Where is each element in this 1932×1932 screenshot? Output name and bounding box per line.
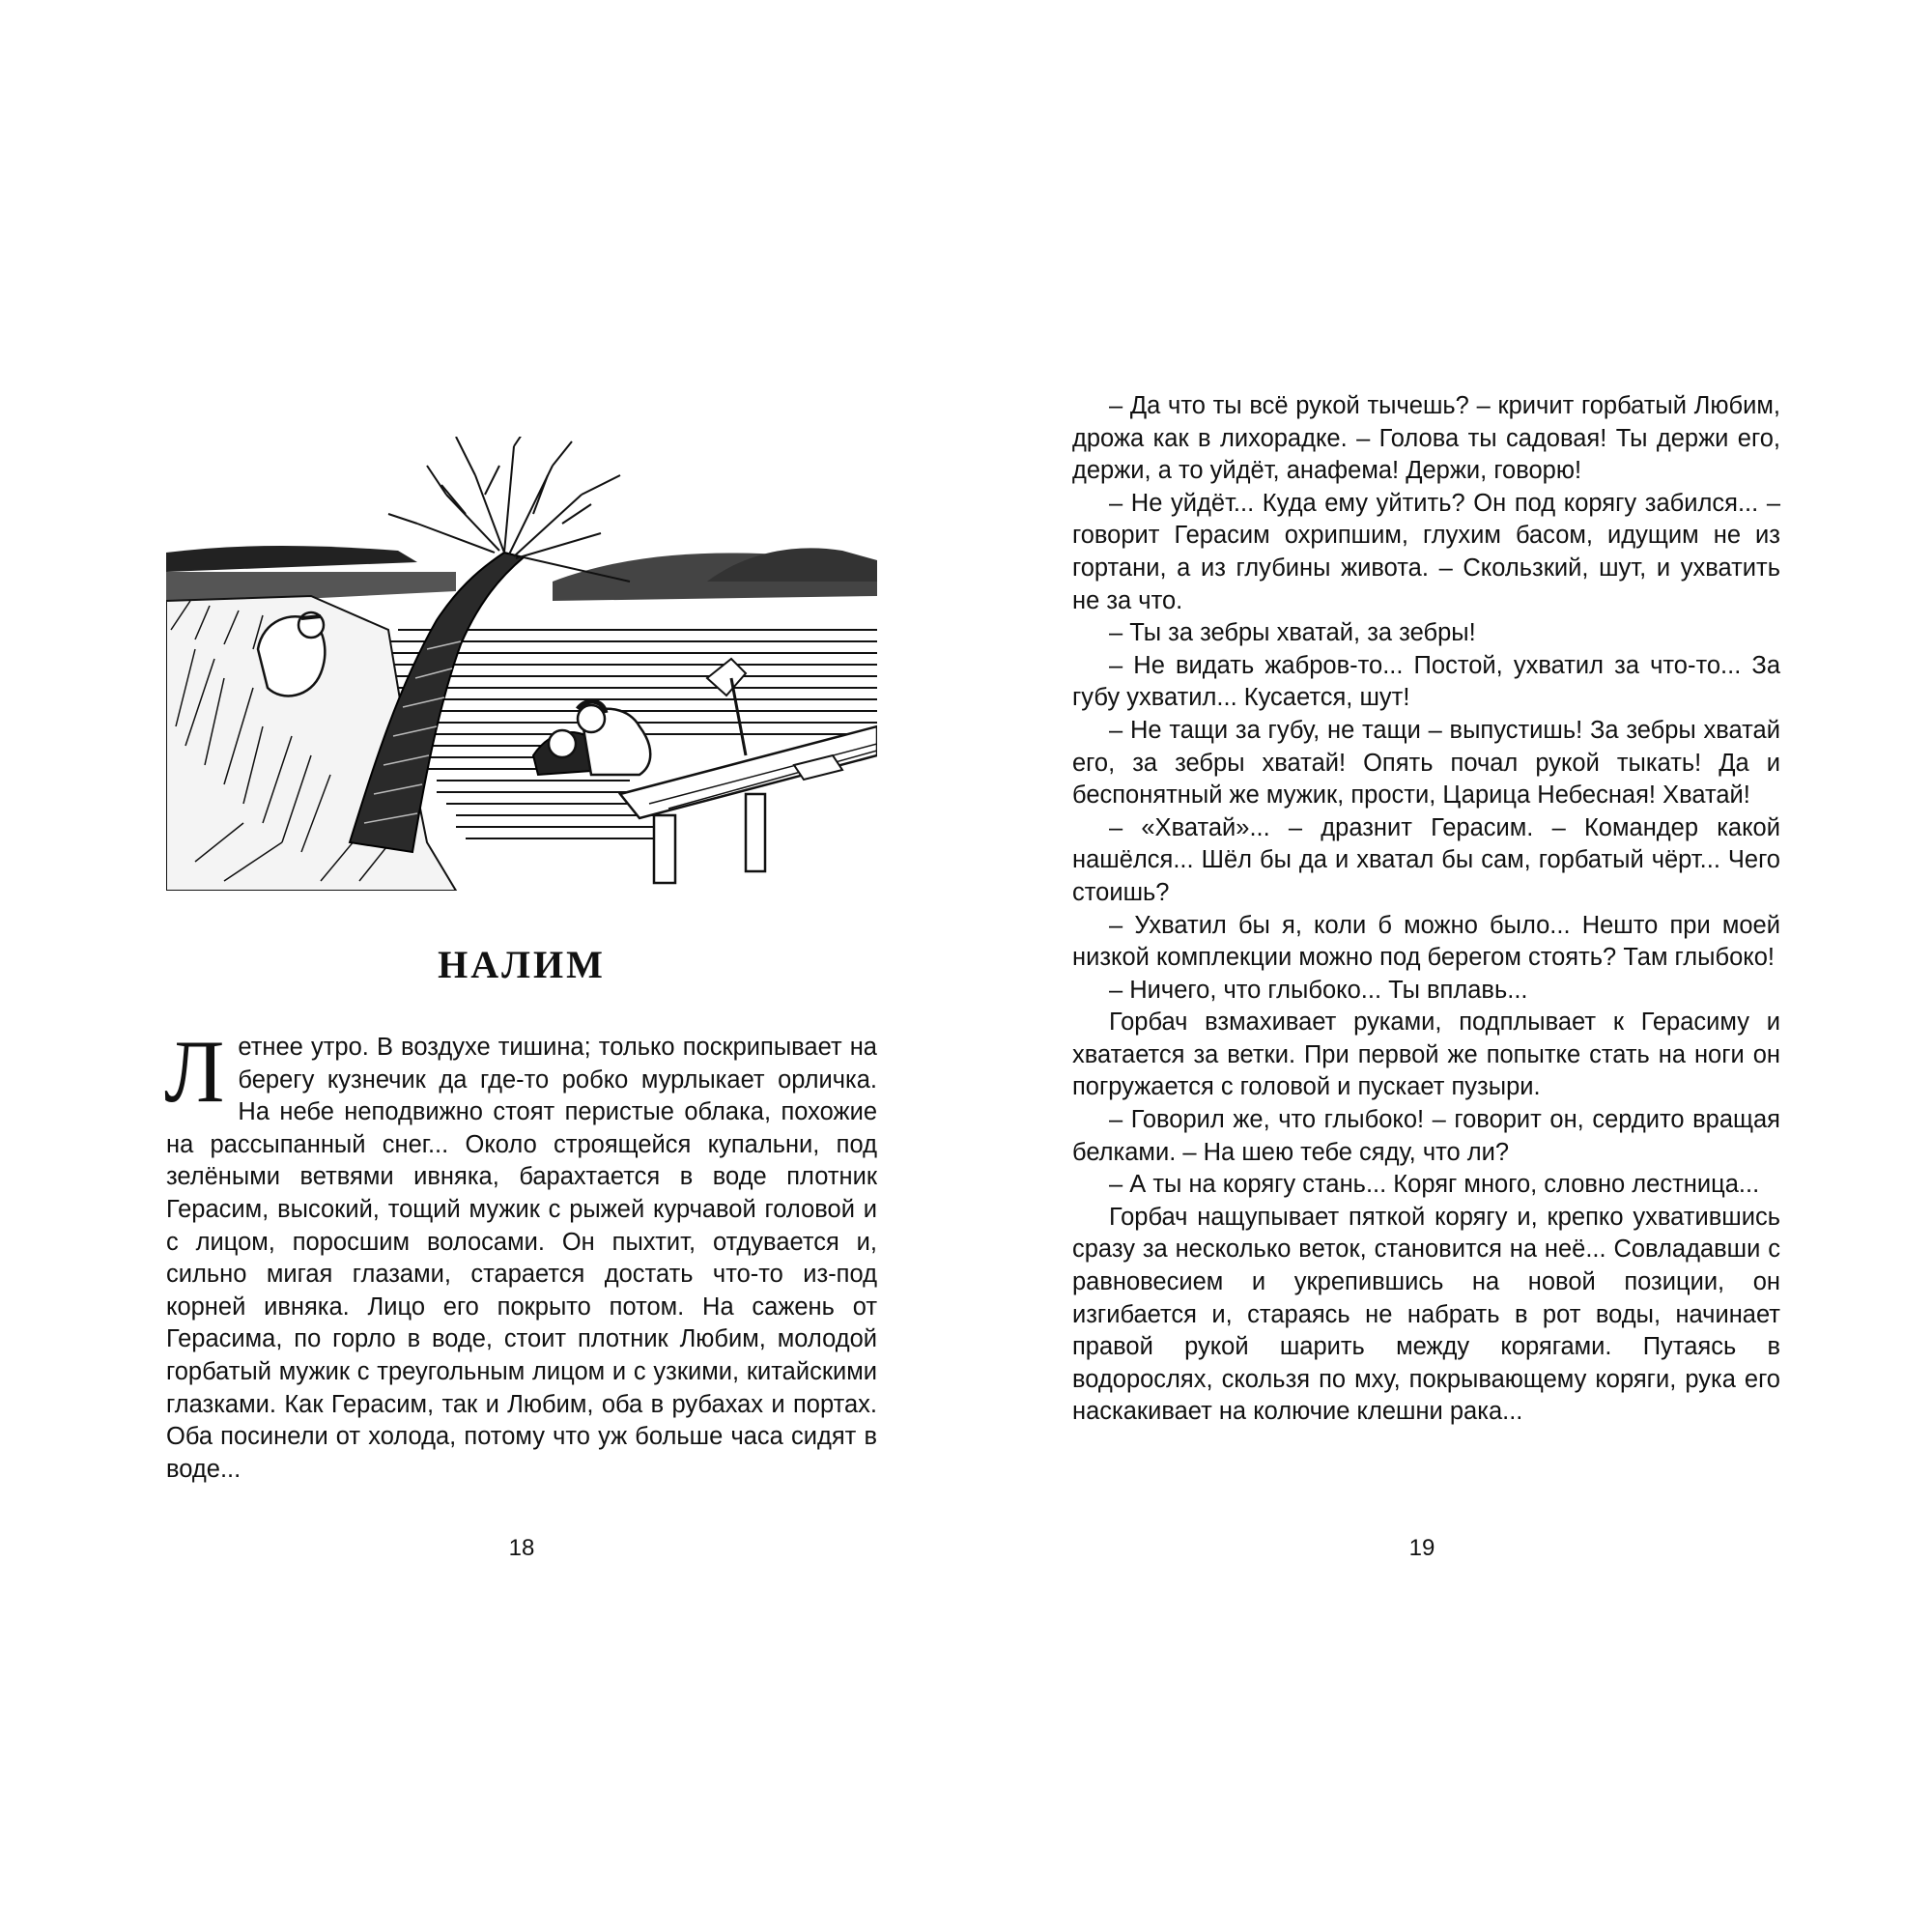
paragraph: – Да что ты всё рукой тычешь? – кричит горбатый Любим, дрожа как в лихорадке. – Голова ты садовая! Ты держи его, держи, а то уйдёт, анафема! Держи, говорю!: [1072, 392, 1780, 485]
right-page: [966, 0, 1932, 1932]
drop-cap: Л: [164, 1022, 225, 1121]
paragraph: – Не видать жабров-то... Постой, ухватил за что-то... За губу ухватил... Кусается, шут!: [1072, 651, 1780, 712]
paragraph: – Не уйдёт... Куда ему уйтить? Он под корягу забился... – говорит Герасим охрипшим, глухим басом, идущим не из гортани, а из глубины живота. – Скользкий, шут, и ухватить не за что.: [1072, 489, 1780, 614]
river-illustration: [166, 437, 877, 891]
paragraph: – Говорил же, что глыбоко! – говорит он, сердито вращая белками. – На шею тебе сяду, что ли?: [1072, 1106, 1780, 1166]
right-page-body: [1072, 390, 1780, 1429]
paragraph: – «Хватай»... – дразнит Герасим. – Командер какой нашёлся... Шёл бы да и хватал бы сам, горбатый чёрт... Чего стоишь?: [1072, 813, 1780, 906]
opening-paragraph: [164, 1022, 877, 1486]
opening-paragraph-text: етнее утро. В воздухе тишина; только поскрипывает на берегу кузнечик да где-то робко мурлыкает орличка. На небе неподвижно стоят перистые облака, похожие на рассыпанный снег... Около строящейся купальни, под зелёными ветвями ивняка, барахтается в воде плотник Герасим, высокий, тощий мужик с рыжей курчавой головой и с лицом, поросшим волосами. Он пыхтит, отдувается и, сильно мигая глазами, старается достать что-то из-под корней ивняка. Лицо его покрыто потом. На сажень от Герасима, по горло в воде, стоит плотник Любим, молодой горбатый мужик с треугольным лицом и с узкими, китайскими глазками. Как Герасим, так и Любим, оба в рубахах и портах. Оба посинели от холода, потому что уж больше часа сидят в воде...: [166, 1034, 877, 1483]
chapter-title: НАЛИМ: [438, 943, 606, 986]
page-number-left: 18: [508, 1535, 535, 1561]
paragraph: – Не тащи за губу, не тащи – выпустишь! За зебры хватай его, за зебры хватай! Опять почал рукой тыкать! Да и беспонятный же мужик, прости, Царица Небесная! Хватай!: [1072, 716, 1780, 810]
paragraph: – Ухватил бы я, коли б можно было... Нешто при моей низкой комплекции можно под берегом стоять? Там глыбоко!: [1072, 911, 1780, 972]
paragraph: – Ты за зебры хватай, за зебры!: [1109, 619, 1476, 647]
page-number-right: 19: [1408, 1535, 1435, 1561]
paragraph: Горбач взмахивает руками, подплывает к Герасиму и хватается за ветки. При первой же попытке стать на ноги он погружается с головой и пускает пузыри.: [1072, 1009, 1780, 1101]
paragraph: – Ничего, что глыбоко... Ты вплавь...: [1109, 976, 1528, 1004]
paragraph: – А ты на корягу стань... Коряг много, словно лестница...: [1109, 1171, 1760, 1199]
paragraph: Горбач нащупывает пяткой корягу и, крепко ухватившись сразу за несколько веток, становится на неё... Совладавши с равновесием и укрепившись на новой позиции, он изгибается и, стараясь не набрать в рот воды, начинает правой рукой шарить между корягами. Путаясь в водорослях, скользя по мху, покрывающему коряги, рука его наскакивает на колючие клешни рака...: [1072, 1203, 1780, 1426]
